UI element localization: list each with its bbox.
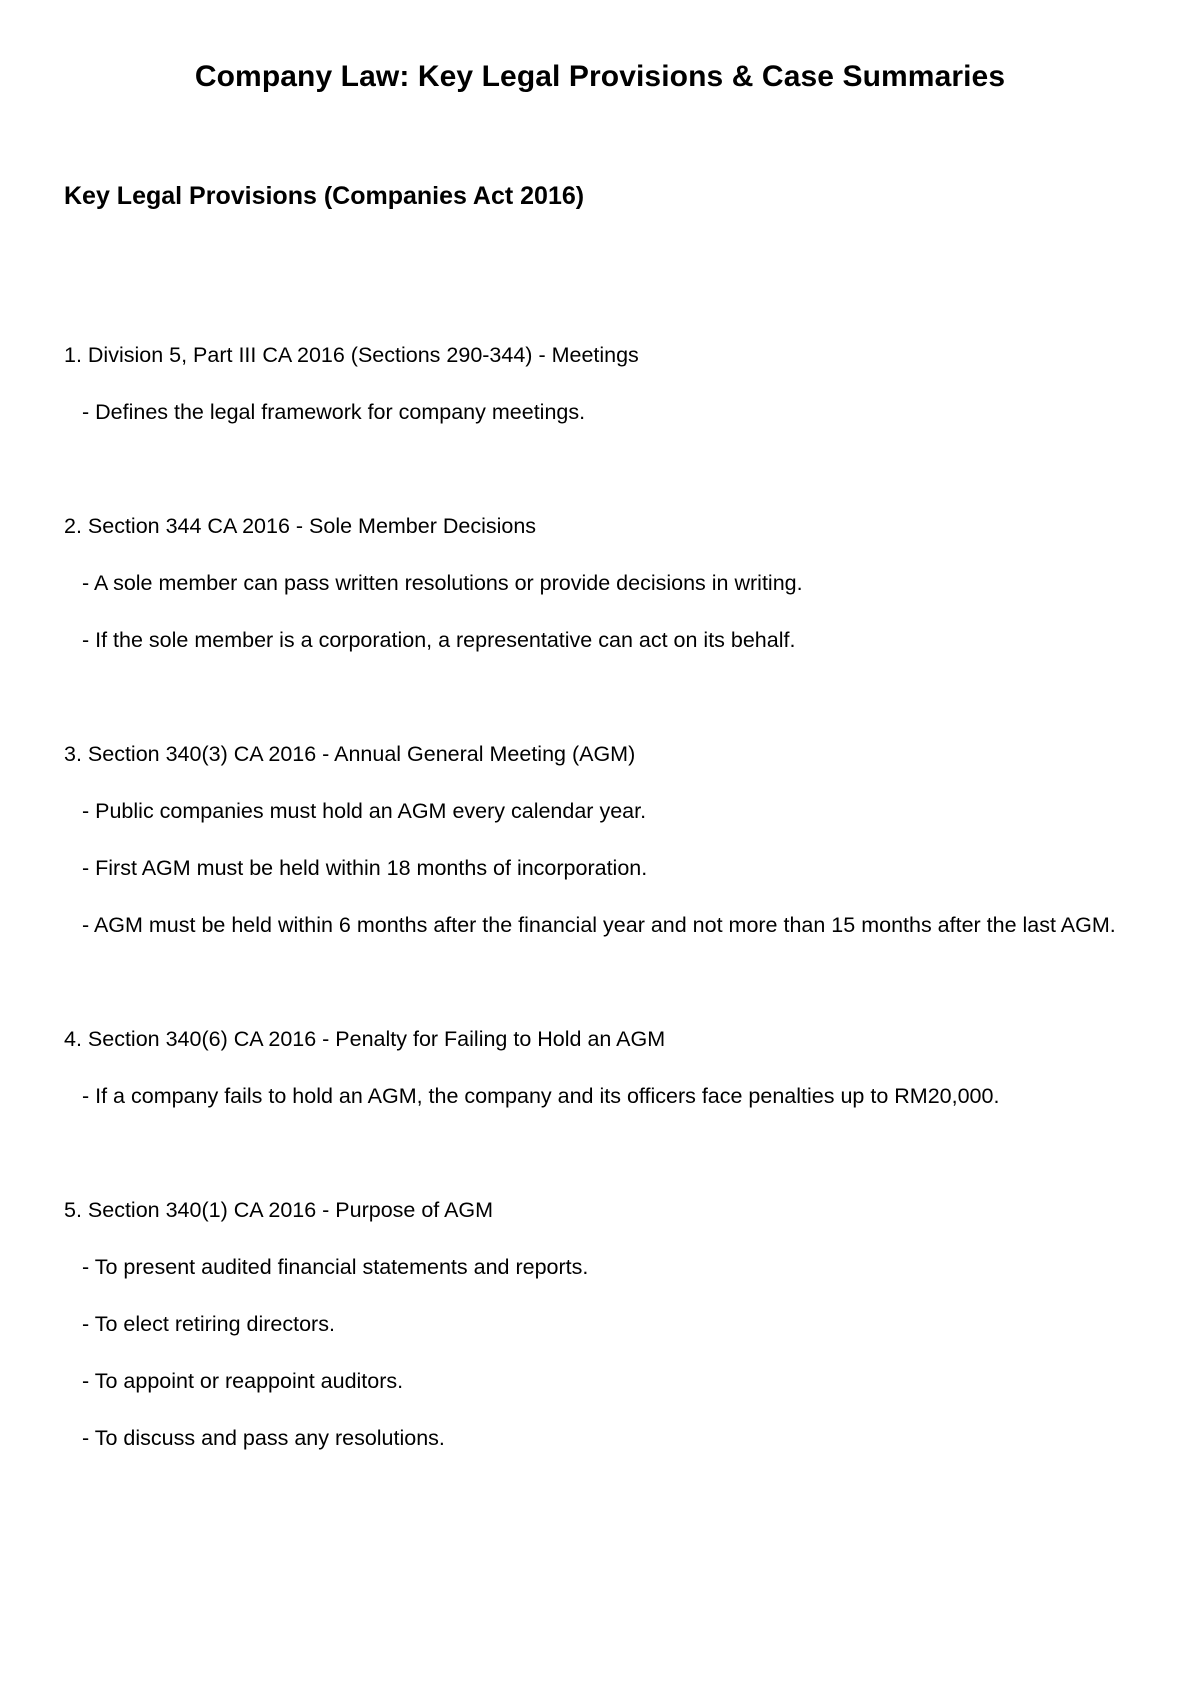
- provision-item: [64, 726, 1154, 954]
- document-title: Company Law: Key Legal Provisions & Case Summaries: [194, 60, 1006, 93]
- provision-point: - AGM must be held within 6 months after the financial year and not more than 15 months after the last AGM.: [82, 913, 1116, 937]
- section-heading: Key Legal Provisions (Companies Act 2016): [64, 182, 585, 210]
- provision-title: 1. Division 5, Part III CA 2016 (Sections 290-344) - Meetings: [64, 343, 639, 367]
- provision-title: 5. Section 340(1) CA 2016 - Purpose of AGM: [64, 1198, 494, 1222]
- provision-item: [64, 1182, 1154, 1467]
- provision-title: 3. Section 340(3) CA 2016 - Annual General Meeting (AGM): [64, 742, 636, 766]
- provision-point: - If a company fails to hold an AGM, the company and its officers face penalties up to RM20,000.: [82, 1084, 1000, 1108]
- provision-point: - To present audited financial statements and reports.: [82, 1255, 589, 1279]
- provision-point: - First AGM must be held within 18 months of incorporation.: [82, 856, 648, 880]
- provision-item: [64, 1011, 1154, 1125]
- provision-point: - To elect retiring directors.: [82, 1312, 335, 1336]
- provision-point: - Public companies must hold an AGM every calendar year.: [82, 799, 647, 823]
- provisions-list: [64, 327, 1154, 1524]
- provision-point: - To appoint or reappoint auditors.: [82, 1369, 404, 1393]
- provision-title: 2. Section 344 CA 2016 - Sole Member Decisions: [64, 514, 537, 538]
- provision-point: - If the sole member is a corporation, a representative can act on its behalf.: [82, 628, 796, 652]
- provision-title: 4. Section 340(6) CA 2016 - Penalty for Failing to Hold an AGM: [64, 1027, 666, 1051]
- provision-item: [64, 327, 1154, 441]
- provision-item: [64, 498, 1154, 669]
- provision-point: - To discuss and pass any resolutions.: [82, 1426, 445, 1450]
- provision-point: - Defines the legal framework for company meetings.: [82, 400, 586, 424]
- provision-point: - A sole member can pass written resolutions or provide decisions in writing.: [82, 571, 803, 595]
